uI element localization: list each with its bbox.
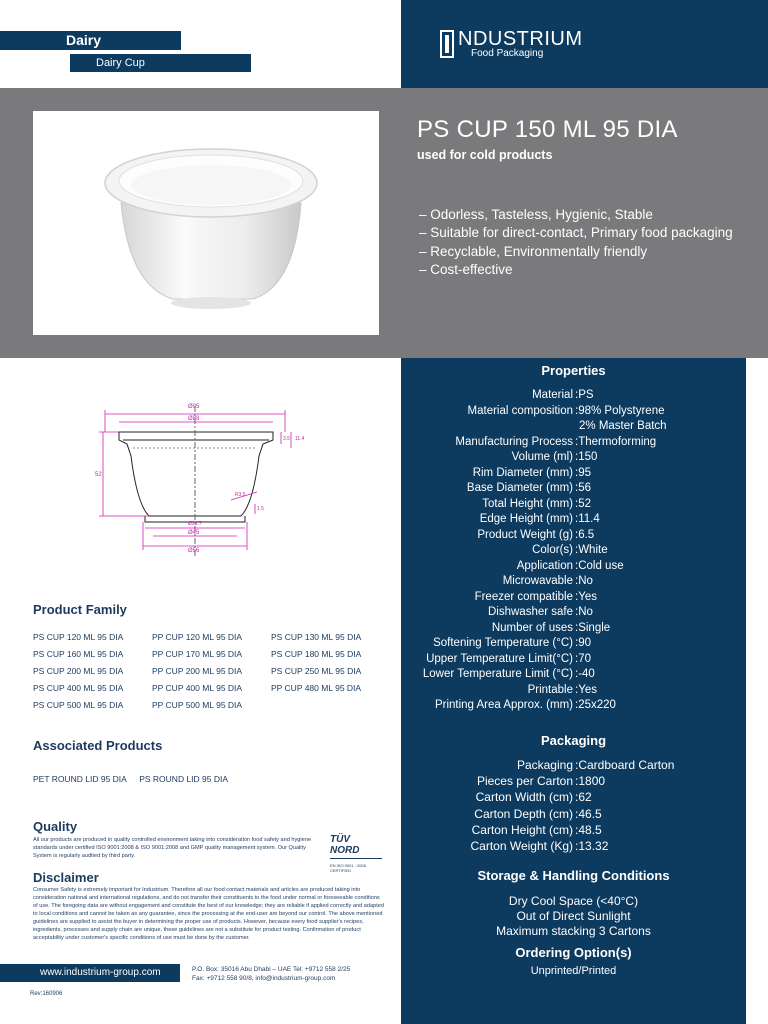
- spec-row: [401, 667, 746, 683]
- spec-key: Rim Diameter (mm): [472, 466, 573, 479]
- disclaimer-heading: Disclaimer: [33, 870, 99, 885]
- spec-value: : No: [575, 574, 746, 590]
- spec-value: : 25x220: [575, 698, 746, 714]
- spec-row: [401, 698, 746, 714]
- revision-label: Rev:160906: [30, 991, 63, 997]
- spec-row: [401, 636, 746, 652]
- spec-key: Number of uses: [491, 621, 573, 634]
- family-item: PP CUP 170 ML 95 DIA: [152, 649, 243, 659]
- spec-value: : 48.5: [575, 823, 746, 839]
- spec-value: : Cold use: [575, 559, 746, 575]
- spec-value: : 46.5: [575, 807, 746, 823]
- spec-key: Packaging: [516, 758, 573, 772]
- spec-key: Material: [532, 389, 573, 401]
- spec-row: [401, 481, 746, 497]
- spec-value: : 13.32: [575, 839, 746, 855]
- spec-value: : PS: [575, 388, 746, 404]
- dim-label: Ø56: [188, 548, 200, 554]
- dim-label: R3.5: [235, 492, 246, 498]
- associated-item: PET ROUND LID 95 DIA: [33, 774, 127, 784]
- storage-heading: Storage & Handling Conditions: [477, 868, 670, 883]
- feature-item: – Recyclable, Environmentally friendly: [419, 243, 739, 261]
- family-item: PP CUP 500 ML 95 DIA: [152, 700, 243, 710]
- spec-value: : 62: [575, 790, 746, 806]
- technical-drawing: [95, 396, 310, 561]
- family-item: PS CUP 200 ML 95 DIA: [33, 666, 124, 676]
- spec-row: [401, 404, 746, 420]
- spec-value: : 95: [575, 466, 746, 482]
- dim-label: 3.5: [283, 436, 290, 442]
- spec-key: Lower Temperature Limit (°C): [422, 668, 573, 680]
- spec-row: [401, 590, 746, 606]
- family-item: PS CUP 500 ML 95 DIA: [33, 700, 124, 710]
- family-item: PS CUP 160 ML 95 DIA: [33, 649, 124, 659]
- spec-value: : 1800: [575, 774, 746, 790]
- spec-row: [401, 450, 746, 466]
- spec-row: [401, 388, 746, 404]
- spec-row: [401, 823, 746, 839]
- storage-line: Out of Direct Sunlight: [516, 909, 631, 923]
- spec-value: : 11.4: [575, 512, 746, 528]
- spec-value: : Thermoforming: [575, 435, 746, 451]
- associated-list: [33, 774, 238, 784]
- dimension-drawing-icon: [95, 396, 310, 561]
- spec-row: [401, 605, 746, 621]
- spec-key: Color(s): [532, 544, 573, 556]
- feature-item: – Cost-effective: [419, 261, 739, 279]
- spec-key: Pieces per Carton: [476, 774, 573, 789]
- packaging-heading: Packaging: [540, 733, 607, 748]
- family-item: PS CUP 130 ML 95 DIA: [271, 632, 362, 642]
- spec-key: Application: [516, 559, 573, 572]
- dim-label: Ø95: [188, 404, 200, 410]
- spec-key: [401, 419, 575, 435]
- address-line: P.O. Box: 35016 Abu Dhabi – UAE Tel: +9712 558 2/25: [192, 966, 351, 973]
- feature-item: – Odorless, Tasteless, Hygienic, Stable: [419, 206, 739, 224]
- spec-value: : 56: [575, 481, 746, 497]
- spec-row: [401, 683, 746, 699]
- spec-key: Dishwasher safe: [487, 606, 573, 618]
- spec-key: Upper Temperature Limit(°C): [426, 652, 573, 665]
- family-row: [33, 663, 393, 680]
- dim-label: 52: [95, 472, 102, 478]
- spec-key: Carton Height (cm): [471, 822, 573, 837]
- spec-key: Freezer compatible: [474, 590, 573, 603]
- address-line: Fax: +9712 558 90/8, info@industrium-group.com: [192, 975, 336, 982]
- ordering-text: Unprinted/Printed: [530, 965, 617, 977]
- spec-key: Microwavable: [502, 575, 573, 587]
- subcategory-label: Dairy Cup: [70, 54, 251, 72]
- family-row: [33, 646, 393, 663]
- category-label: Dairy: [0, 31, 181, 50]
- spec-key: Edge Height (mm): [479, 513, 573, 525]
- associated-item: PS ROUND LID 95 DIA: [139, 774, 229, 784]
- product-photo: [33, 111, 379, 335]
- spec-row: [401, 419, 746, 435]
- family-row: [33, 680, 393, 697]
- spec-key: Total Height (mm): [482, 497, 573, 510]
- spec-key: Volume (ml): [511, 451, 573, 463]
- spec-key: Base Diameter (mm): [466, 482, 573, 494]
- properties-table: [401, 388, 746, 714]
- disclaimer-text: Consumer Safety is extremely important for Industrium. Therefore all our food contact materials and articles are produced taking into consideration national and international regulations, and do not transfer their constituents to the food under normal or foreseeable conditions of use. The foregoing data are without engagement and constitute the best of our knowledge; they are reliable if applied correctly and adapted to local conditions and cannot be taken as any guarantee, since the processing at the end-user are beyond our control. The above mentioned guidelines are supplied to assist the buyer in determining the proper use of products. However, because every food supplier's recipes, ingredients, processes and supply chain are unique, these guidelines are not a substitute for product testing. Confirmation of product acceptability under customer's specific conditions of use must be done by the customer.: [33, 887, 384, 941]
- quality-heading: Quality: [33, 819, 78, 834]
- family-heading: Product Family: [33, 602, 127, 617]
- tuv-logo: TÜV NORD: [330, 834, 382, 859]
- spec-key: Material composition: [467, 404, 573, 417]
- dim-label: Ø88: [188, 416, 200, 422]
- cup-image-icon: [33, 111, 379, 335]
- spec-value: : 98% Polystyrene: [575, 404, 746, 420]
- spec-row: [401, 790, 746, 806]
- family-item: PS CUP 180 ML 95 DIA: [271, 649, 362, 659]
- spec-row: [401, 652, 746, 668]
- family-item: PP CUP 120 ML 95 DIA: [152, 632, 243, 642]
- brand-logo-icon: [440, 30, 454, 58]
- feature-list: [419, 206, 739, 279]
- website-link[interactable]: www.industrium-group.com: [0, 964, 180, 982]
- spec-row: [401, 559, 746, 575]
- spec-row: [401, 435, 746, 451]
- spec-key: Product Weight (g): [477, 528, 573, 541]
- spec-key: Carton Depth (cm): [474, 806, 573, 821]
- spec-key: Carton Width (cm): [475, 790, 573, 805]
- spec-value: : Yes: [575, 590, 746, 606]
- spec-value: : Single: [575, 621, 746, 637]
- family-item: PS CUP 120 ML 95 DIA: [33, 632, 124, 642]
- product-title: PS CUP 150 ML 95 DIA: [417, 116, 678, 143]
- dim-label: Ø29.7: [188, 521, 202, 527]
- dim-label: 11.4: [295, 436, 305, 442]
- spec-row: [401, 807, 746, 823]
- spec-row: [401, 512, 746, 528]
- ordering-heading: Ordering Option(s): [515, 945, 632, 960]
- family-item: [271, 697, 390, 714]
- packaging-table: [401, 758, 746, 855]
- spec-row: [401, 497, 746, 513]
- family-row: [33, 629, 393, 646]
- spec-value: : 52: [575, 497, 746, 513]
- spec-row: [401, 574, 746, 590]
- family-item: PP CUP 480 ML 95 DIA: [271, 683, 362, 693]
- properties-heading: Properties: [541, 363, 606, 378]
- spec-row: [401, 528, 746, 544]
- brand-tagline: Food Packaging: [471, 48, 544, 59]
- dim-label: 1.5: [257, 506, 264, 512]
- family-item: PP CUP 200 ML 95 DIA: [152, 666, 243, 676]
- associated-heading: Associated Products: [33, 738, 163, 753]
- spec-row: [401, 621, 746, 637]
- spec-value: 2% Master Batch: [579, 420, 667, 432]
- spec-value: : No: [575, 605, 746, 621]
- quality-text: All our products are produced in quality controlled environment taking into consideration food safety and hygiene standards under certified ISO 9001:2008 & ISO 9001:2008 and GMP quality management system. Our Quality System is regularly audited by third party.: [33, 837, 311, 859]
- spec-value: : 70: [575, 652, 746, 668]
- spec-row: [401, 543, 746, 559]
- family-item: PP CUP 400 ML 95 DIA: [152, 683, 243, 693]
- spec-key: Printing Area Approx. (mm): [434, 699, 573, 711]
- family-table: [33, 629, 393, 714]
- family-item: PS CUP 400 ML 95 DIA: [33, 683, 124, 693]
- spec-panel: [401, 358, 746, 1024]
- dim-label: Ø45: [188, 530, 200, 536]
- brand-name: NDUSTRIUM: [458, 28, 583, 50]
- spec-key: Printable: [527, 683, 573, 696]
- certification-badge: [330, 834, 382, 874]
- footer-address: [192, 965, 350, 983]
- feature-item: – Suitable for direct-contact, Primary food packaging: [419, 224, 739, 242]
- spec-row: [401, 774, 746, 790]
- spec-key: Softening Temperature (°C): [433, 637, 573, 649]
- spec-value: : -40: [575, 667, 746, 683]
- storage-line: Dry Cool Space (<40°C): [508, 894, 639, 908]
- spec-row: [401, 466, 746, 482]
- spec-row: [401, 758, 746, 774]
- spec-value: : 90: [575, 636, 746, 652]
- family-row: [33, 697, 393, 714]
- spec-value: : 6.5: [575, 528, 746, 544]
- tuv-caption: EN ISO 9001 : 2008 CERTIFIED: [330, 863, 366, 873]
- spec-row: [401, 839, 746, 855]
- spec-key: Manufacturing Process: [455, 435, 573, 448]
- family-item: PS CUP 250 ML 95 DIA: [271, 666, 362, 676]
- spec-value: : Yes: [575, 683, 746, 699]
- spec-value: : Cardboard Carton: [575, 758, 746, 774]
- product-subtitle: used for cold products: [417, 148, 553, 162]
- spec-key: Carton Weight (Kg): [470, 838, 573, 853]
- spec-value: : White: [575, 543, 746, 559]
- storage-lines: [401, 894, 746, 939]
- storage-line: Maximum stacking 3 Cartons: [496, 924, 651, 938]
- spec-value: : 150: [575, 450, 746, 466]
- logo-panel: [401, 0, 768, 88]
